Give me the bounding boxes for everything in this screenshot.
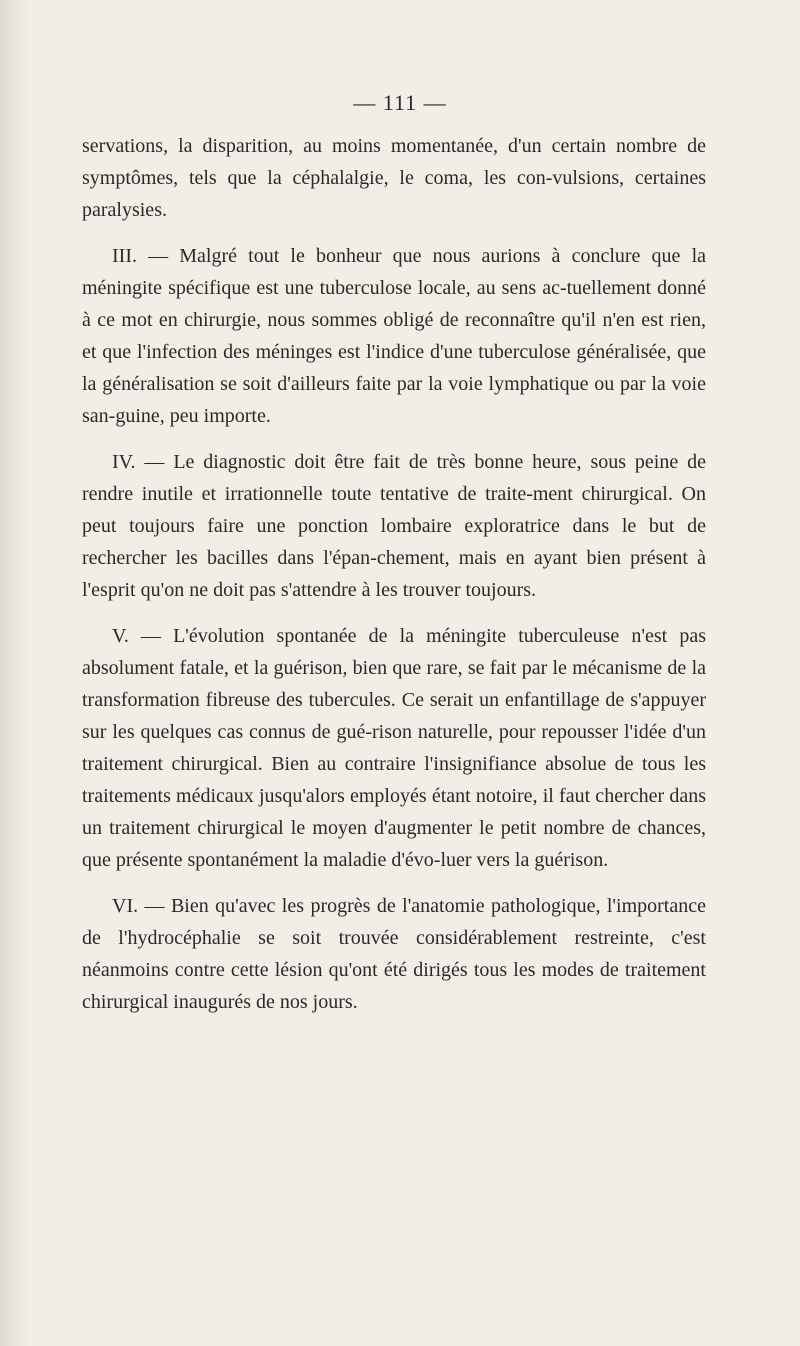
paragraph-section-vi: VI. — Bien qu'avec les progrès de l'anatomie pathologique, l'importance de l'hydrocéphalie se soit trouvée considérablement restreinte, c'est néanmoins contre cette lésion qu'ont été dirigés tous les modes de traitement chirurgical inaugurés de nos jours.: [82, 895, 706, 1013]
page-left-edge-shadow: [0, 0, 30, 1346]
paragraph-section-v: V. — L'évolution spontanée de la méningite tuberculeuse n'est pas absolument fatale, et la guérison, bien que rare, se fait par le mécanisme de la transformation fibreuse des tubercules. Ce serait un enfantillage de s'appuyer sur les quelques cas connus de gué-rison naturelle, pour repousser l'idée d'un traitement chirurgical. Bien au contraire l'insignifiance absolue de tous les traitements médicaux jusqu'alors employés étant notoire, il faut chercher dans un traitement chirurgical le moyen d'augmenter le petit nombre de chances, que présente spontanément la maladie d'évo-luer vers la guérison.: [82, 625, 706, 871]
body-text: [82, 130, 706, 1032]
paragraph-continuation: servations, la disparition, au moins momentanée, d'un certain nombre de symptômes, tels que la céphalalgie, le coma, les con-vulsions, certaines paralysies.: [82, 135, 706, 221]
page-number: — 111 —: [353, 90, 447, 115]
paragraph-section-iii: III. — Malgré tout le bonheur que nous aurions à conclure que la méningite spécifique est une tuberculose locale, au sens ac-tuellement donné à ce mot en chirurgie, nous sommes obligé de reconnaître qu'il n'en est rien, et que l'infection des méninges est l'indice d'une tuberculose généralisée, que la généralisation se soit d'ailleurs faite par la voie lymphatique ou par la voie san-guine, peu importe.: [82, 245, 706, 427]
paragraph-section-iv: IV. — Le diagnostic doit être fait de très bonne heure, sous peine de rendre inutile et irrationnelle toute tentative de traite-ment chirurgical. On peut toujours faire une ponction lombaire exploratrice dans le but de rechercher les bacilles dans l'épan-chement, mais en ayant bien présent à l'esprit qu'on ne doit pas s'attendre à les trouver toujours.: [82, 451, 706, 601]
